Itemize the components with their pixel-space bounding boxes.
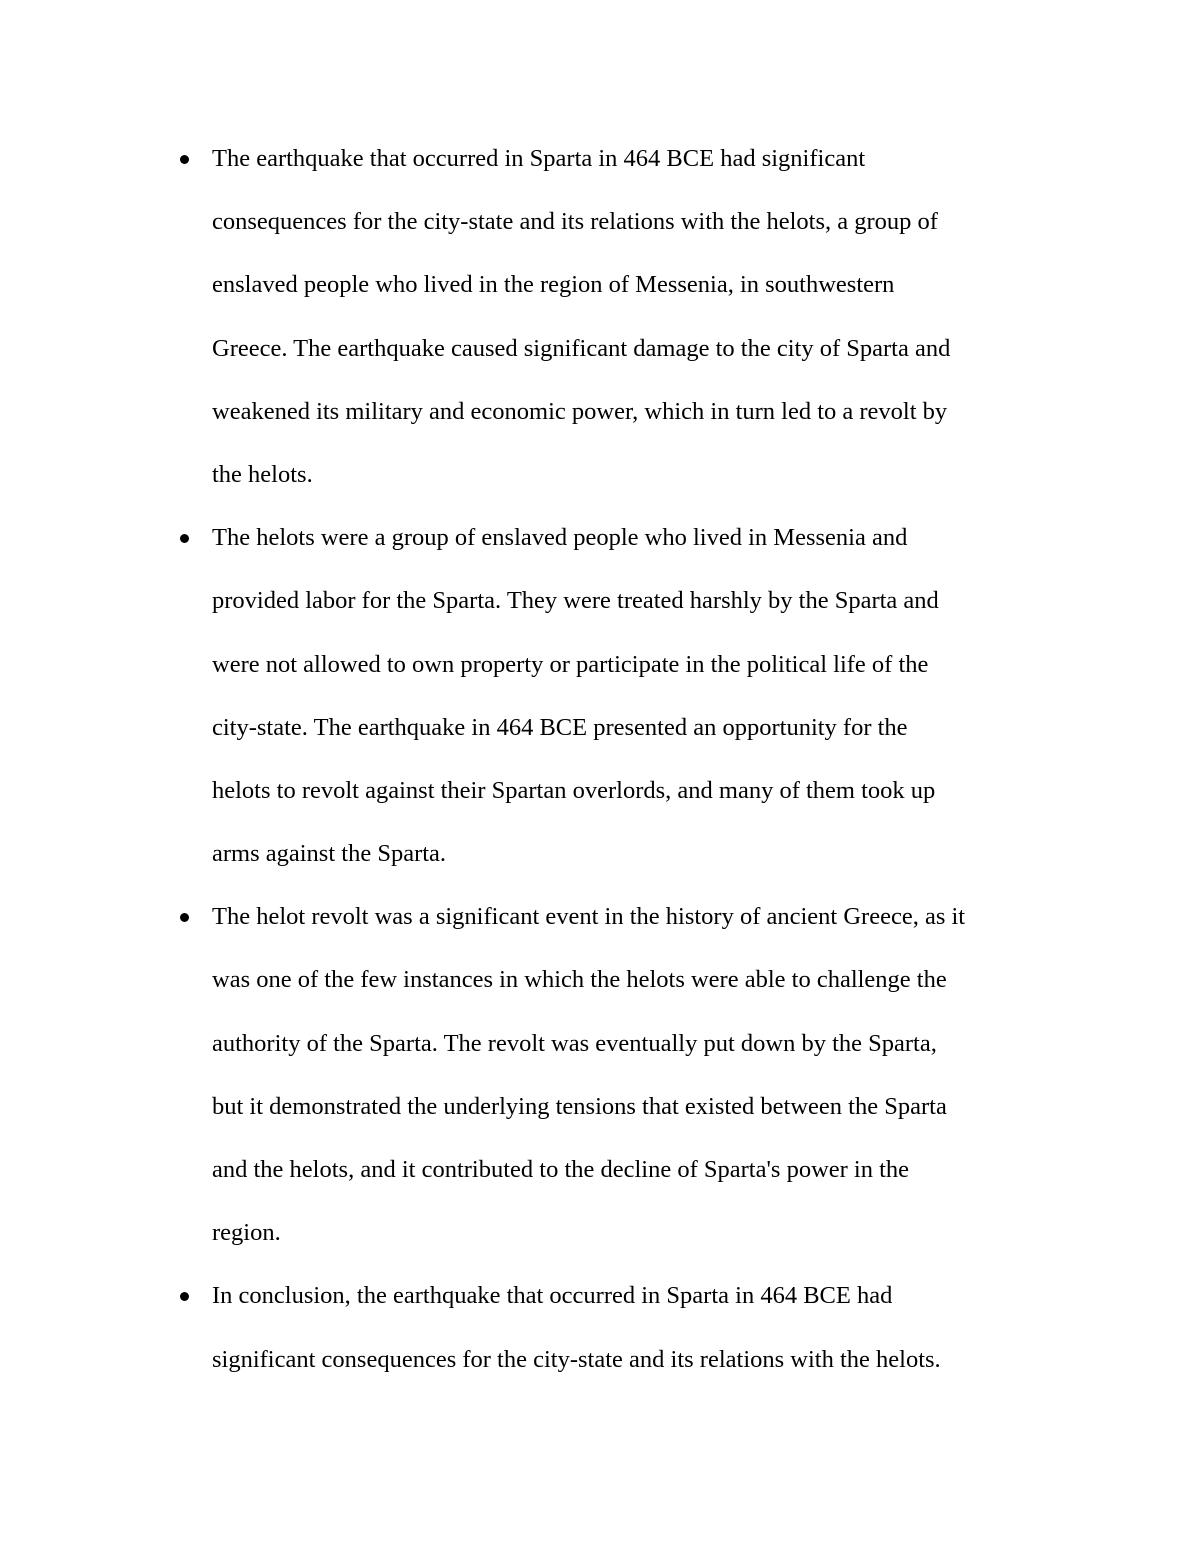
- bullet-list: [0, 127, 1200, 1391]
- bullet-item-revolt: [0, 885, 1200, 1264]
- bullet-icon: [180, 155, 189, 164]
- bullet-icon: [180, 913, 189, 922]
- text-line: city-state. The earthquake in 464 BCE presented an opportunity for the: [212, 713, 908, 741]
- text-line: and the helots, and it contributed to the decline of Sparta's power in the: [212, 1156, 910, 1183]
- bullet-item-earthquake: [0, 127, 1200, 506]
- text-line: The helots were a group of enslaved people who lived in Messenia and: [212, 524, 908, 552]
- text-line: helots to revolt against their Spartan overlords, and many of them took up: [212, 776, 936, 804]
- text-line: authority of the Sparta. The revolt was eventually put down by the Sparta,: [212, 1029, 937, 1057]
- text-line: the helots.: [212, 460, 313, 488]
- text-line: significant consequences for the city-state and its relations with the helots.: [212, 1345, 941, 1373]
- text-line: were not allowed to own property or participate in the political life of the: [212, 650, 929, 678]
- text-line: weakened its military and economic power, which in turn led to a revolt by: [212, 397, 948, 425]
- text-line: was one of the few instances in which the helots were able to challenge the: [212, 966, 947, 994]
- text-line: but it demonstrated the underlying tensions that existed between the Sparta: [212, 1092, 947, 1120]
- bullet-icon: [180, 534, 189, 543]
- text-line: provided labor for the Sparta. They were treated harshly by the Sparta and: [212, 587, 939, 615]
- text-line: The earthquake that occurred in Sparta in 464 BCE had significant: [212, 145, 866, 172]
- text-line: consequences for the city-state and its relations with the helots, a group of: [212, 208, 938, 236]
- text-line: The helot revolt was a significant event in the history of ancient Greece, as it: [212, 903, 966, 931]
- text-line: enslaved people who lived in the region of Messenia, in southwestern: [212, 271, 895, 299]
- text-line: In conclusion, the earthquake that occurred in Sparta in 464 BCE had: [212, 1282, 893, 1310]
- bullet-item-helots: [0, 506, 1200, 885]
- text-line: Greece. The earthquake caused significant damage to the city of Sparta and: [212, 334, 951, 362]
- bullet-icon: [180, 1292, 189, 1301]
- text-line: arms against the Sparta.: [212, 840, 447, 868]
- text-line: region.: [212, 1219, 281, 1247]
- bullet-item-conclusion: [0, 1264, 1200, 1390]
